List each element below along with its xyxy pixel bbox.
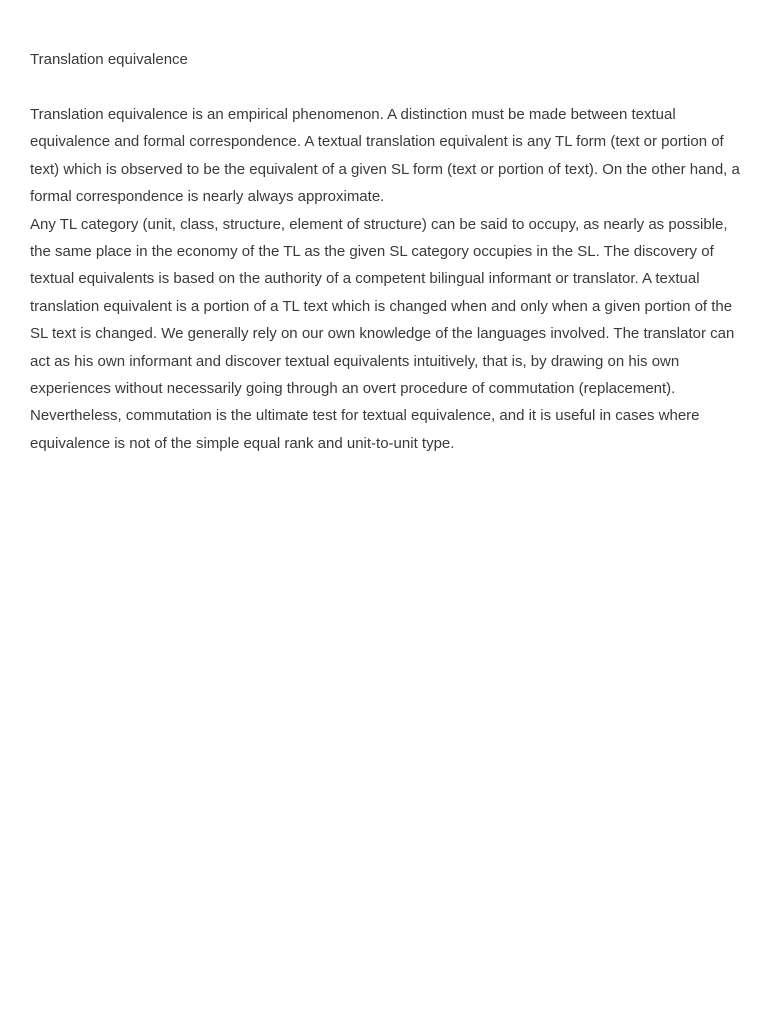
paragraph-intro: Translation equivalence is an empirical phenomenon. A distinction must be made between textual equivalence and formal correspondence. A textual translation equivalent is any TL form (text or portion of text) which is observed to be the equivalent of a given SL form (text or portion of text). On the other hand, a formal correspondence is nearly always approximate. bbox=[30, 106, 740, 206]
document-title: Translation equivalence bbox=[30, 51, 188, 68]
paragraph-category: Any TL category (unit, class, structure, element of structure) can be said to occupy, as nearly as possible, the same place in the economy of the TL as the given SL category occupies in the SL. The discovery of textual equivalents is based on the authority of a competent bilingual informant or translator. A textual translation equivalent is a portion of a TL text which is changed when and only when a given portion of the SL text is changed. We generally rely on our own knowledge of the languages involved. The translator can act as his own informant and discover textual equivalents intuitively, that is, by drawing on his own experiences without necessarily going through an overt procedure of commutation (replacement). Nevertheless, commutation is the ultimate test for textual equivalence, and it is useful in cases where equivalence is not of the simple equal rank and unit-to-unit type. bbox=[30, 215, 735, 452]
document-body bbox=[30, 47, 742, 457]
